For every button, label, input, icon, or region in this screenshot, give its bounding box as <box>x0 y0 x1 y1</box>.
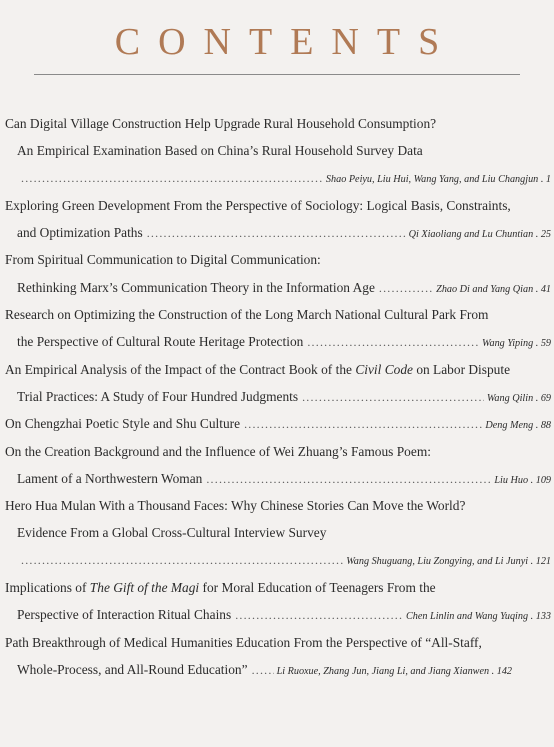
entry-title-last: Trial Practices: A Study of Four Hundred Judgments <box>17 388 299 404</box>
entry-page-number: 69 <box>540 392 551 404</box>
entry-leader-line: Whole-Process, and All-Round Education” ..... Li Ruoxue, Zhang Jun, Jiang Li, and Jiang Xianwen . 142 <box>5 656 551 683</box>
dot-leader <box>307 329 479 355</box>
entry-authors: Deng Meng <box>485 420 534 432</box>
dot-leader <box>302 384 484 410</box>
entry-authors: Wang Qilin <box>486 392 534 404</box>
toc-entry[interactable] <box>5 110 551 192</box>
entry-page-number: 25 <box>540 229 551 241</box>
entry-leader-line: On Chengzhai Poetic Style and Shu Culture ..... Deng Meng . 88 <box>5 410 551 437</box>
heading-divider <box>34 74 520 75</box>
entry-page-number: 59 <box>540 338 551 350</box>
entry-title-line: An Empirical Examination Based on China’s Rural Household Survey Data <box>17 143 423 159</box>
entry-leader-line: and Optimization Paths ..... Qi Xiaoliang and Lu Chuntian . 25 <box>5 219 551 246</box>
contents-heading: CONTENTS <box>114 21 458 63</box>
toc-entry[interactable] <box>5 438 551 493</box>
toc-entry[interactable] <box>5 192 551 247</box>
dot-leader <box>21 547 343 574</box>
entry-title-line: On the Creation Background and the Influence of Wei Zhuang’s Famous Poem: <box>5 443 431 459</box>
dot-leader <box>235 602 403 628</box>
dot-leader <box>206 466 491 492</box>
toc-entry[interactable] <box>5 410 551 437</box>
entry-authors: Wang Shuguang, Liu Zongying, and Li Junyi <box>346 555 529 567</box>
entry-authors: Li Ruoxue, Zhang Jun, Jiang Li, and Jiang Xianwen <box>276 665 490 677</box>
entry-authors: Chen Linlin and Wang Yuqing <box>405 611 529 623</box>
entry-page-number: 121 <box>535 555 551 567</box>
entry-leader-line: the Perspective of Cultural Route Heritage Protection ..... Wang Yiping . 59 <box>5 328 551 355</box>
toc-entry[interactable] <box>5 629 551 684</box>
entry-page-number: 133 <box>535 611 551 623</box>
toc-entry[interactable] <box>5 246 551 301</box>
toc-entry[interactable] <box>5 574 551 629</box>
entry-title-last: Whole-Process, and All-Round Education” <box>17 661 248 677</box>
entry-authors: Wang Yiping <box>481 338 534 350</box>
entry-page-number: 109 <box>535 474 551 486</box>
entry-leader-line: ..... Wang Shuguang, Liu Zongying, and Li Junyi . 121 <box>5 547 551 574</box>
entry-page-number: 1 <box>545 173 551 185</box>
entry-leader-line: Trial Practices: A Study of Four Hundred Judgments ..... Wang Qilin . 69 <box>5 383 551 410</box>
entry-title-line: Hero Hua Mulan With a Thousand Faces: Why Chinese Stories Can Move the World? <box>5 498 466 514</box>
toc-entry[interactable] <box>5 356 551 411</box>
entry-title-line: Exploring Green Development From the Perspective of Sociology: Logical Basis, Constraints, <box>5 197 511 213</box>
entry-leader-line: Lament of a Northwestern Woman ..... Liu Huo . 109 <box>5 465 551 492</box>
italic-title: Civil Code <box>355 361 413 377</box>
entry-title-last: and Optimization Paths <box>17 225 143 241</box>
entry-page-number: 88 <box>540 420 551 432</box>
entry-authors: Zhao Di and Yang Qian <box>436 283 534 295</box>
dot-leader <box>379 275 433 301</box>
toc-entry[interactable] <box>5 301 551 356</box>
entry-title-last: Lament of a Northwestern Woman <box>17 470 203 486</box>
entry-title-last: On Chengzhai Poetic Style and Shu Culture <box>5 416 241 432</box>
dot-leader <box>244 411 482 437</box>
entry-leader-line: ..... Shao Peiyu, Liu Hui, Wang Yang, and Liu Changjun . 1 <box>5 165 551 192</box>
dot-leader <box>21 165 323 192</box>
entry-authors: Liu Huo <box>494 474 529 486</box>
entry-page-number: 41 <box>540 283 551 295</box>
entry-title-line: Implications of The Gift of the Magi for Moral Education of Teenagers From the <box>5 580 436 596</box>
entry-title-last: Rethinking Marx’s Communication Theory in the Information Age <box>17 279 375 295</box>
entry-title-line: Evidence From a Global Cross-Cultural Interview Survey <box>17 525 327 541</box>
table-of-contents <box>5 110 551 683</box>
entry-title-line: Can Digital Village Construction Help Upgrade Rural Household Consumption? <box>5 116 437 131</box>
dot-leader <box>147 220 406 246</box>
entry-title-line: From Spiritual Communication to Digital Communication: <box>5 252 321 268</box>
entry-title-last: the Perspective of Cultural Route Heritage Protection <box>17 334 304 350</box>
dot-leader <box>252 657 274 683</box>
entry-leader-line: Rethinking Marx’s Communication Theory in the Information Age ..... Zhao Di and Yang Qian . 41 <box>5 274 551 301</box>
italic-title: The Gift of the Magi <box>89 580 200 596</box>
entry-title-line: Research on Optimizing the Construction of the Long March National Cultural Park From <box>5 307 489 323</box>
entry-title-line: An Empirical Analysis of the Impact of the Contract Book of the Civil Code on Labor Dispute <box>5 361 511 377</box>
toc-entry[interactable] <box>5 492 551 574</box>
entry-title-last: Perspective of Interaction Ritual Chains <box>17 607 232 623</box>
entry-authors: Shao Peiyu, Liu Hui, Wang Yang, and Liu Changjun <box>325 173 539 185</box>
entry-leader-line: Perspective of Interaction Ritual Chains ..... Chen Linlin and Wang Yuqing . 133 <box>5 601 551 628</box>
entry-authors: Qi Xiaoliang and Lu Chuntian <box>408 229 534 241</box>
entry-page-number: 142 <box>496 665 513 677</box>
entry-title-line: Path Breakthrough of Medical Humanities Education From the Perspective of “All-Staff, <box>5 634 482 650</box>
